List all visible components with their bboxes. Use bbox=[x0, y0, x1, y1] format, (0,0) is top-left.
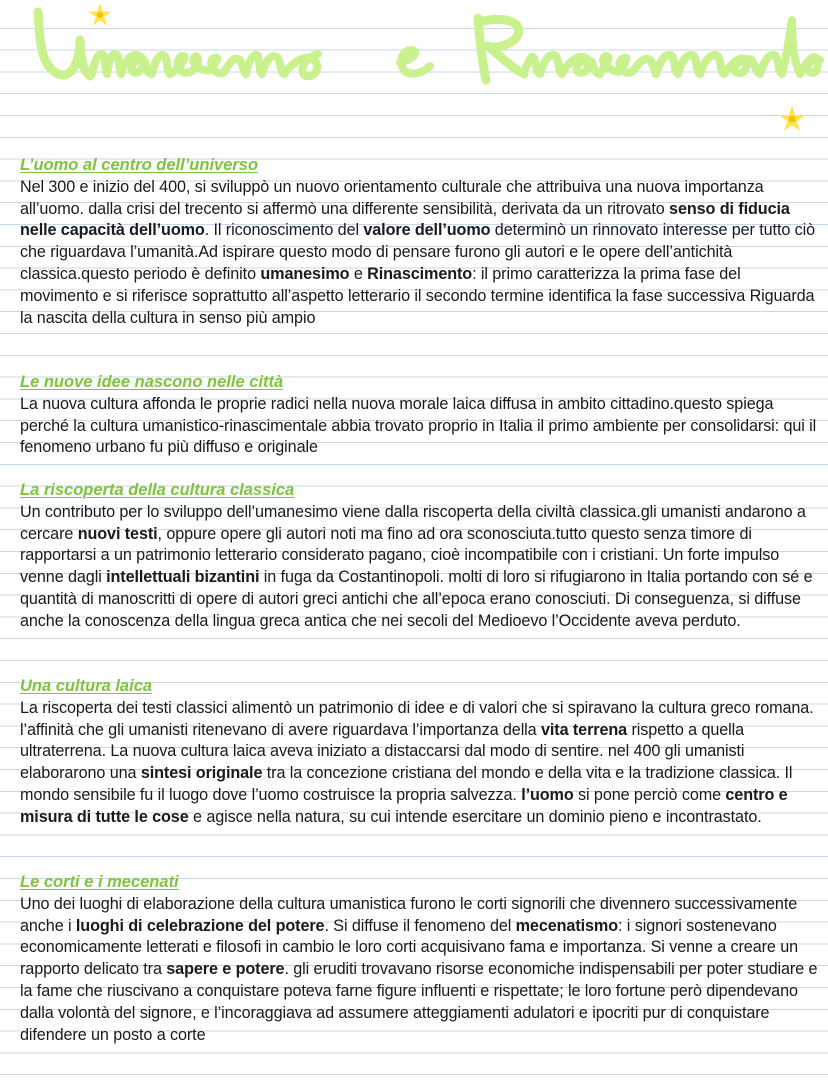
text-run: Nel 300 e inizio del 400, si sviluppò un nuovo orientamento culturale che attribuiva una nuova importanza all’uomo. dalla crisi del trecento si affermò una differente sensibilità, derivata da un ritrovato bbox=[20, 177, 764, 218]
text-run: La nuova cultura affonda le proprie radici nella nuova morale laica diffusa in ambito cittadino.questo spiega perché la cultura umanistico-rinascimentale abbia trovato proprio in Italia il primo ambiente per consolidarsi: qui il fenomeno urbano fu più diffuso e originale bbox=[20, 394, 817, 457]
section-corti-mecenati bbox=[20, 872, 820, 1046]
bold-text: umanesimo bbox=[260, 264, 350, 283]
text-run: rispetto a quella ultraterrena. La nuova cultura laica aveva iniziato a distaccarsi dal modo di sentire. nel 400 gli umanisti elaborarono una bbox=[20, 720, 745, 783]
text-run: si pone perciò come bbox=[573, 785, 726, 804]
section-paragraph bbox=[20, 698, 820, 829]
bold-text: centro e misura di tutte le cose bbox=[20, 785, 788, 826]
bold-text: valore dell’uomo bbox=[363, 221, 491, 240]
bold-text: intellettuali bizantini bbox=[106, 568, 260, 587]
text-run: : i signori sostenevano economicamente letterati e filosofi in cambio le loro corti acquisivano fama e importanza. Si venne a creare un rapporto delicato tra bbox=[20, 916, 798, 979]
section-heading: L’uomo al centro dell’universo bbox=[20, 156, 259, 174]
text-run: . gli eruditi trovavano risorse economiche indispensabili per poter studiare e la fame che riuscivano a conquistare poteva farne figure influenti e rispettate; le loro fortune però dipendevano dalla volontà del signore, e l’incoraggiava ad assumere atteggiamenti adulatori e ipocriti pur di conquistare difendere un posto a corte bbox=[20, 960, 818, 1044]
bold-text: Rinascimento bbox=[367, 264, 473, 283]
section-riscoperta bbox=[20, 480, 820, 633]
section-paragraph bbox=[20, 502, 820, 633]
star-icon bbox=[777, 104, 807, 134]
section-heading: La riscoperta della cultura classica bbox=[20, 481, 295, 499]
text-run: e bbox=[349, 264, 368, 283]
text-run: La riscoperta dei testi classici alimentò un patrimonio di idee e di valori che si spiravano la cultura greco romana. l’affinità che gli umanisti ritenevano di avere riguardava l’importanza della bbox=[20, 698, 814, 739]
section-nuove-idee bbox=[20, 372, 820, 459]
text-run: tra la concezione cristiana del mondo e della vita e la tradizione classica. Il mondo sensibile fu il luogo dove l’uomo costruisce la propria salvezza. bbox=[20, 764, 793, 804]
text-run: Un contributo per lo sviluppo dell’umanesimo viene dalla riscoperta della civiltà classica.gli umanisti andarono a cercare bbox=[20, 502, 806, 543]
text-run: . Si diffuse il fenomeno del bbox=[324, 916, 516, 935]
bold-text: sintesi originale bbox=[140, 764, 263, 783]
section-heading: Le corti e i mecenati bbox=[20, 873, 179, 891]
bold-text: l’uomo bbox=[521, 785, 574, 804]
section-heading: Le nuove idee nascono nelle città bbox=[20, 373, 284, 391]
text-run: . Il riconoscimento del bbox=[204, 221, 364, 240]
text-run: Uno dei luoghi di elaborazione della cultura umanistica furono le corti signorili che divennero successivamente anche i bbox=[20, 894, 798, 935]
section-heading: Una cultura laica bbox=[20, 677, 153, 695]
text-run: e agisce nella natura, su cui intende esercitare un dominio pieno e incontrastato. bbox=[188, 807, 762, 826]
text-run: : il primo caratterizza la prima fase del movimento e si riferisce soprattutto all’aspetto letterario il secondo termine identifica la fase successiva Riguarda la nascita della cultura in senso più ampio bbox=[20, 264, 815, 327]
section-paragraph bbox=[20, 394, 820, 459]
bold-text: sapere e potere bbox=[166, 960, 285, 979]
handwritten-title bbox=[0, 0, 828, 110]
section-paragraph bbox=[20, 177, 820, 330]
text-run: determinò un rinnovato interesse per tutto ciò che riguardava l’umanità.Ad ispirare questo modo di pensare furono gli autori e le opere dell’antichità classica.questo periodo è definito bbox=[20, 221, 816, 283]
bold-text: vita terrena bbox=[540, 720, 628, 739]
bold-text: mecenatismo bbox=[515, 916, 619, 935]
text-run: in fuga da Costantinopoli. molti di loro si rifugiarono in Italia portando con sé e quantità di manoscritti di opere di autori greci antichi che all’epoca erano conosciuti. Di conseguenza, si diffuse anche la conoscenza della lingua greca antica che nei secoli del Medioevo l’Occidente aveva perduto. bbox=[20, 568, 813, 630]
page-title bbox=[0, 0, 828, 110]
text-run: , oppure opere gli autori noti ma fino ad ora sconosciuta.tutto questo senza timore di rapportarsi a un patrimonio letterario considerato pagano, cioè incompatibile con i cristiani. Un forte impulso venne dagli bbox=[20, 524, 780, 587]
bold-text: luoghi di celebrazione del potere bbox=[75, 916, 325, 935]
bold-text: senso di fiducia nelle capacità dell’uomo bbox=[20, 199, 790, 240]
section-paragraph bbox=[20, 894, 820, 1047]
star-icon bbox=[87, 2, 113, 28]
section-cultura-laica bbox=[20, 676, 820, 829]
section-uomo-centro bbox=[20, 155, 820, 329]
bold-text: nuovi testi bbox=[77, 524, 158, 543]
